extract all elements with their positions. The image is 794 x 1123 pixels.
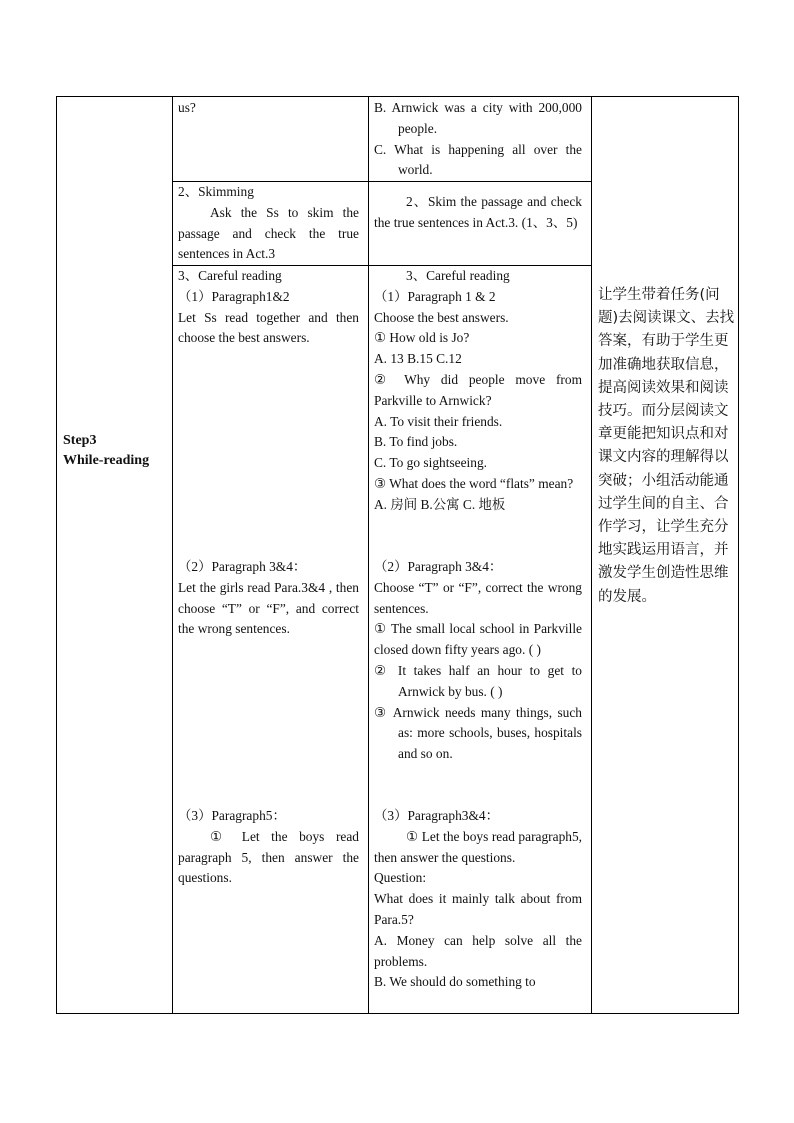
p34-title: （2）Paragraph 3&4： — [178, 559, 307, 574]
p34-body: Let the girls read Para.3&4 , then choose “T” or “F”, and correct the wrong sentences. — [178, 579, 359, 637]
teacher-skimming — [178, 182, 359, 265]
p5-title: （3）Paragraph3&4： — [374, 808, 499, 823]
question-1: ① How old is Jo? — [374, 330, 470, 346]
teacher-activity-cont — [178, 98, 359, 119]
answer-b: B. We should do something to — [374, 974, 536, 990]
option-b: B. Arnwick was a city with 200,000 people. — [374, 100, 582, 136]
answer-a: A. Money can help solve all the problems. — [374, 932, 582, 969]
p34-instruction: Choose “T” or “F”, correct the wrong sentences. — [374, 579, 582, 616]
step-subtitle: While-reading — [63, 453, 150, 468]
student-skimming — [374, 192, 582, 234]
column-divider — [368, 97, 369, 1013]
teacher-para5 — [178, 806, 359, 889]
p34-title: （2）Paragraph 3&4： — [374, 559, 503, 574]
question-label: Question: — [374, 870, 427, 886]
step-title: Step3 — [63, 433, 97, 448]
p5-title: （3）Paragraph5： — [178, 808, 286, 823]
skimming-title: 2、Skimming — [178, 184, 254, 199]
purpose-text: 让学生带着任务(问题)去阅读课文、去找答案，有助于学生更加准确地获取信息，提高阅读效果和阅读技巧。而分层阅读文章更能把知识点和对课文内容的理解得以突破；小组活动能通过学生间的自主、合作学习，让学生充分地实践运用语言，并激发学生创造性思维的发展。 — [598, 287, 735, 605]
question-2: ② Why did people move from Parkville to Arnwick? — [374, 371, 582, 408]
p5-body: ① Let the boys read paragraph5, then answer the questions. — [374, 828, 582, 865]
student-para5 — [374, 806, 582, 993]
student-careful-reading — [374, 266, 582, 516]
p12-title: （1）Paragraph1&2 — [178, 288, 290, 304]
question-2-a: A. To visit their friends. — [374, 413, 503, 429]
teacher-careful-reading — [178, 266, 359, 349]
teacher-para34 — [178, 557, 359, 640]
tf-statement-2: ② It takes half an hour to get to Arnwick by bus. ( ) — [374, 662, 582, 699]
column-divider — [172, 97, 173, 1013]
question-2-b: B. To find jobs. — [374, 434, 458, 450]
lesson-table — [56, 96, 739, 1014]
student-options-cont — [374, 98, 582, 181]
careful-title: 3、Careful reading — [406, 268, 510, 283]
p12-body: Let Ss read together and then choose the best answers. — [178, 309, 359, 346]
p12-title: （1）Paragraph 1 & 2 — [374, 288, 496, 304]
design-purpose — [598, 284, 735, 609]
column-divider — [591, 97, 592, 1013]
tf-statement-1: ① The small local school in Parkville closed down fifty years ago. ( ) — [374, 621, 582, 658]
p5-body: ① Let the boys read paragraph 5, then answer the questions. — [178, 828, 359, 886]
cont-text: us? — [178, 100, 196, 115]
option-c: C. What is happening all over the world. — [374, 141, 582, 178]
p12-instruction: Choose the best answers. — [374, 309, 509, 325]
careful-title: 3、Careful reading — [178, 268, 282, 283]
skim-task: 2、Skim the passage and check the true sentences in Act.3. (1、3、5) — [374, 194, 582, 230]
main-question: What does it mainly talk about from Para.5? — [374, 891, 582, 927]
question-3: ③ What does the word “flats” mean? — [374, 475, 574, 491]
step-label — [63, 431, 167, 471]
tf-statement-3: ③ Arnwick needs many things, such as: more schools, buses, hospitals and so on. — [374, 704, 582, 762]
question-3-options: A. 房间 B.公寓 C. 地板 — [374, 496, 506, 512]
student-para34 — [374, 557, 582, 765]
skimming-body: Ask the Ss to skim the passage and check the true sentences in Act.3 — [178, 204, 359, 262]
question-2-c: C. To go sightseeing. — [374, 455, 488, 471]
question-1-options: A. 13 B.15 C.12 — [374, 351, 462, 367]
